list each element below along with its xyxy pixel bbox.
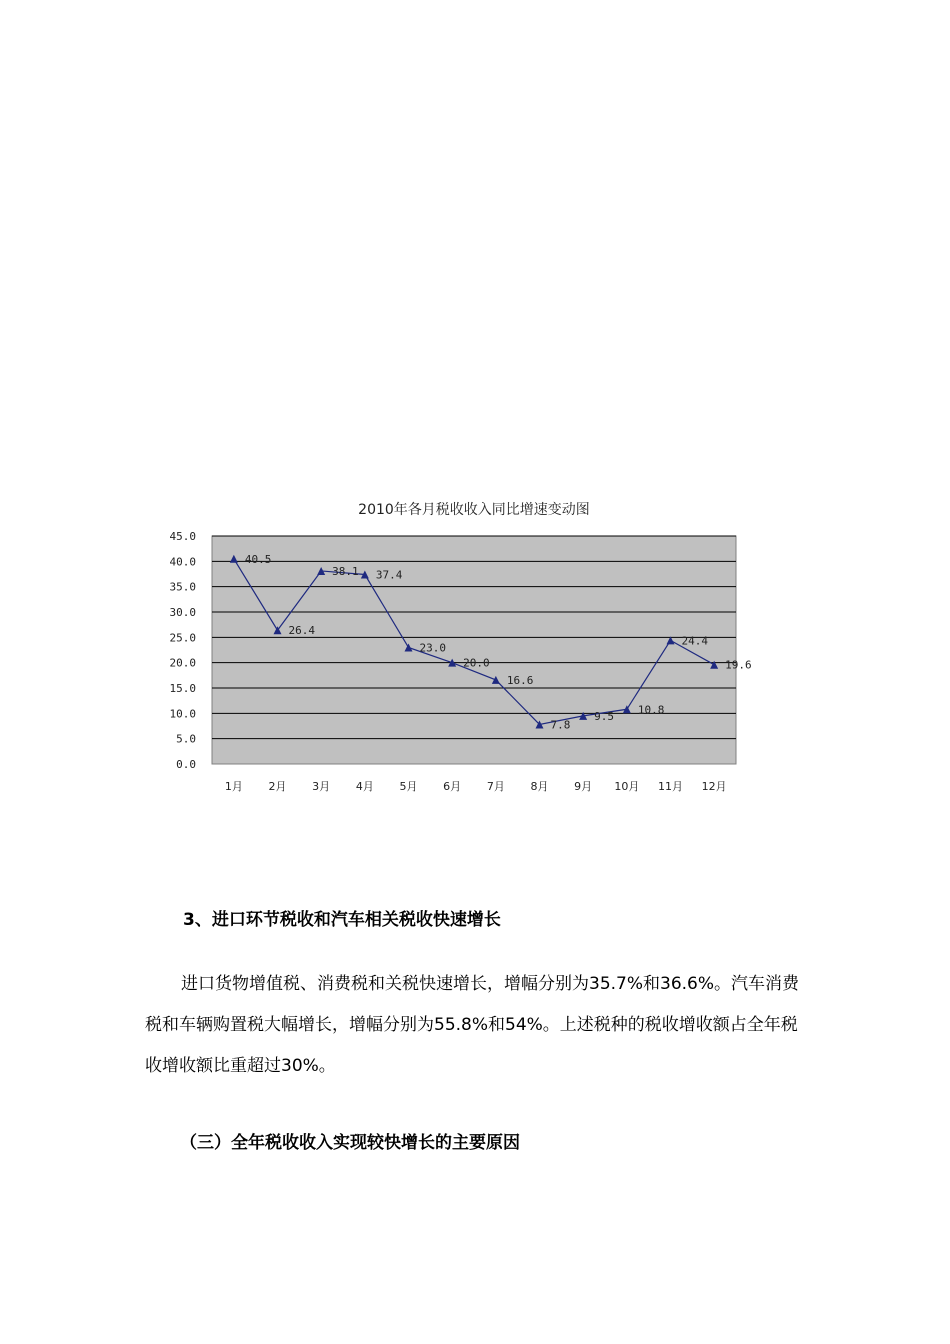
data-label: 7.8 [550,718,571,732]
section-3-heading: 3、进口环节税收和汽车相关税收快速增长 [183,910,501,930]
y-tick-label: 40.0 [169,555,196,569]
x-tick-label: 8月 [530,780,549,793]
x-tick-label: 11月 [658,780,683,793]
x-tick-label: 7月 [486,780,505,793]
y-tick-label: 0.0 [176,758,196,771]
y-tick-label: 10.0 [169,707,196,721]
plot-area [212,536,736,764]
y-tick-label: 25.0 [169,631,196,645]
x-tick-label: 10月 [614,780,640,793]
x-tick-label: 3月 [312,780,331,793]
data-label: 19.6 [725,658,752,672]
section-3-paragraph: 进口货物增值税、消费税和关税快速增长，增幅分别为35.7%和36.6%。汽车消费税和车辆购置税大幅增长，增幅分别为55.8%和54%。上述税种的税收增收额占全年税收增收额比重超过30%。 [145,974,800,1076]
y-tick-label: 35.0 [169,580,196,594]
data-label: 20.0 [463,656,490,670]
y-tick-label: 45.0 [169,530,196,543]
y-tick-label: 15.0 [169,682,196,695]
data-label: 23.0 [419,641,446,655]
section-three-heading: （三）全年税收收入实现较快增长的主要原因 [180,1133,520,1153]
x-tick-label: 5月 [399,780,418,793]
data-label: 38.1 [332,564,359,578]
y-tick-label: 5.0 [176,732,196,746]
data-label: 24.4 [681,634,708,648]
tax-growth-chart [150,490,770,805]
data-label: 37.4 [375,568,403,582]
data-label: 10.8 [637,703,665,717]
x-tick-label: 4月 [355,780,374,793]
y-tick-label: 30.0 [169,606,196,619]
x-tick-label: 2月 [268,780,287,793]
x-tick-label: 9月 [574,780,593,793]
data-label: 16.6 [506,673,534,687]
y-tick-label: 20.0 [169,656,196,670]
data-label: 40.5 [244,552,272,566]
data-label: 26.4 [288,624,315,638]
data-label: 9.5 [594,709,615,723]
x-tick-label: 6月 [443,780,462,793]
chart-svg [150,490,770,805]
x-tick-label: 12月 [701,780,727,793]
x-tick-label: 1月 [224,780,243,793]
chart-title: 2010年各月税收收入同比增速变动图 [358,502,590,518]
